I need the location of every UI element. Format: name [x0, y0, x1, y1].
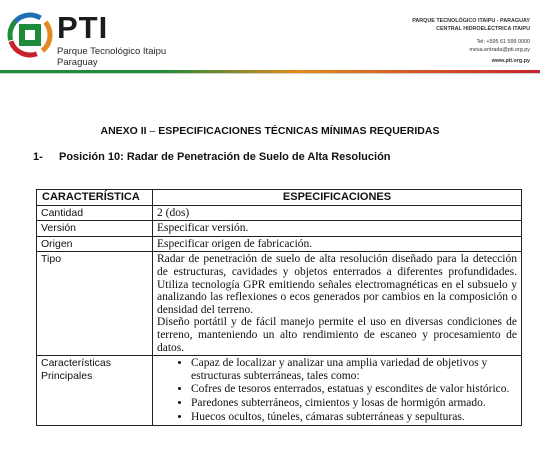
table-header-row	[37, 190, 522, 206]
row-value	[153, 252, 522, 356]
row-value	[153, 356, 522, 426]
list-item: • Capaz de localizar y analizar una amplia variedad de objetivos y estructuras subterráneas, tales como:	[191, 357, 517, 382]
row-key: Origen	[37, 236, 153, 252]
row-key: Versión	[37, 221, 153, 237]
list-item: • Huecos ocultos, túneles, cámaras subterráneas y sepulturas.	[191, 411, 517, 424]
list-item: • Paredones subterráneos, cimientos y losas de hormigón armado.	[191, 397, 517, 410]
row-value: Especificar versión.	[153, 221, 522, 237]
tipo-paragraph: Radar de penetración de suelo de alta resolución diseñado para la detección de estructuras, cavidades y objetos enterrados a diferentes profundidades. Utiliza tecnología GPR emitiendo señales electromagnéticas en el subsuelo y analizando las reflexiones o ecos generados por cambios en la composición o densidad del terreno.	[157, 253, 517, 316]
org-name: PARQUE TECNOLÓGICO ITAIPU - PARAGUAY	[412, 18, 530, 24]
table-row	[37, 356, 522, 426]
row-key: Características Principales	[37, 356, 153, 426]
annex-title	[0, 125, 540, 137]
org-phone: Tel: +595 61 599 0000	[476, 39, 530, 45]
brand-country: Paraguay	[57, 57, 98, 68]
item-number: 1-	[33, 151, 43, 163]
row-key: Tipo	[37, 252, 153, 356]
tipo-paragraph: Diseño portátil y de fácil manejo permite el uso en diversas condiciones de terreno, manteniendo un alto rendimiento de escaneo y procesamiento de datos.	[157, 316, 517, 354]
features-list	[157, 357, 517, 423]
item-title: Posición 10: Radar de Penetración de Suelo de Alta Resolución	[59, 151, 391, 163]
header-specifications: ESPECIFICACIONES	[153, 190, 522, 206]
table-row	[37, 205, 522, 221]
row-key: Cantidad	[37, 205, 153, 221]
annex-prefix: ANEXO II	[100, 125, 147, 137]
header-contact-block	[412, 18, 530, 66]
brand-name: PTI	[57, 10, 109, 45]
annex-separator: –	[149, 125, 156, 137]
row-value: 2 (dos)	[153, 205, 522, 221]
spec-table	[36, 189, 522, 426]
org-plant: CENTRAL HIDROELÉCTRICA ITAIPU	[436, 25, 530, 32]
table-row	[37, 221, 522, 237]
header-characteristic: CARACTERÍSTICA	[37, 190, 153, 206]
brand-subtitle: Parque Tecnológico Itaipu	[57, 46, 167, 57]
header-divider	[0, 73, 540, 74]
row-value: Especificar origen de fabricación.	[153, 236, 522, 252]
item-heading	[33, 151, 391, 163]
pti-logo-icon	[6, 12, 54, 58]
annex-heading: ESPECIFICACIONES TÉCNICAS MÍNIMAS REQUERIDAS	[158, 125, 440, 137]
list-item: • Cofres de tesoros enterrados, estatuas y escondites de valor histórico.	[191, 383, 517, 396]
org-website: www.pti.org.py	[491, 58, 530, 64]
org-email: mesa.entrada@pti.org.py	[469, 46, 530, 53]
table-row	[37, 236, 522, 252]
table-row	[37, 252, 522, 356]
